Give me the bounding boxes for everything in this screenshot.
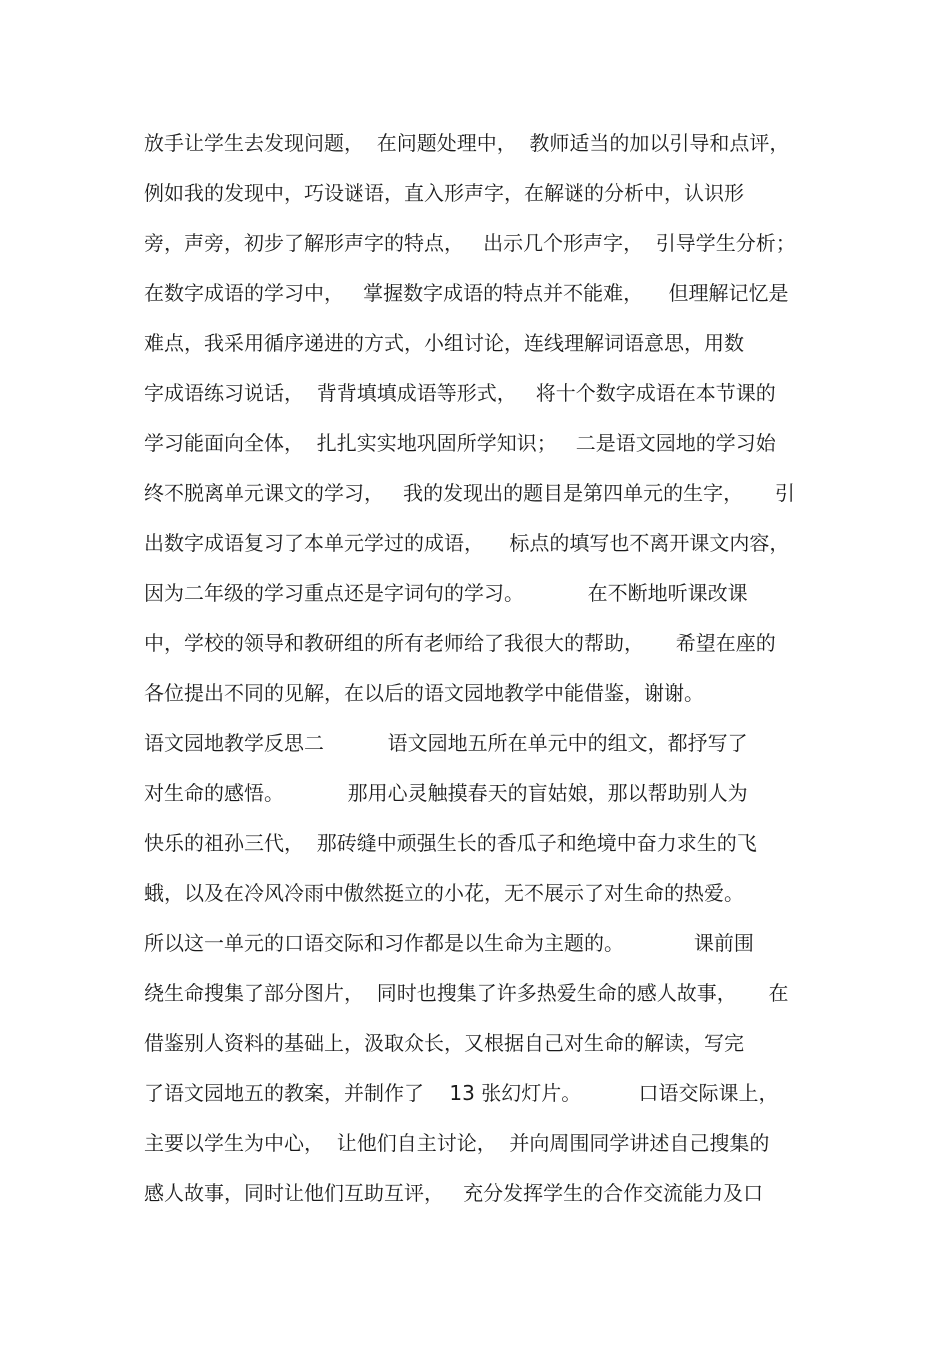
text-line-17: 所以这一单元的口语交际和习作都是以生命为主题的。 课前围 xyxy=(144,931,754,955)
text-line-1: 放手让学生去发现问题， 在问题处理中， 教师适当的加以引导和点评， xyxy=(144,131,790,155)
text-line-9: 出数字成语复习了本单元学过的成语， 标点的填写也不离开课文内容， xyxy=(144,531,790,555)
text-line-4: 在数字成语的学习中， 掌握数字成语的特点并不能难， 但理解记忆是 xyxy=(144,281,789,305)
text-line-11: 中，学校的领导和教研组的所有老师给了我很大的帮助， 希望在座的 xyxy=(144,631,776,655)
text-line-20: 了语文园地五的教案，并制作了 13 张幻灯片。 口语交际课上， xyxy=(144,1081,779,1105)
text-line-18: 绕生命搜集了部分图片， 同时也搜集了许多热爱生命的感人故事， 在 xyxy=(144,981,789,1005)
text-line-14: 对生命的感悟。 那用心灵触摸春天的盲姑娘，那以帮助别人为 xyxy=(144,781,748,805)
text-line-19: 借鉴别人资料的基础上，汲取众长，又根据自己对生命的解读，写完 xyxy=(144,1031,744,1055)
text-line-6: 字成语练习说话， 背背填填成语等形式， 将十个数字成语在本节课的 xyxy=(144,381,776,405)
text-line-7: 学习能面向全体， 扎扎实实地巩固所学知识； 二是语文园地的学习始 xyxy=(144,431,776,455)
text-line-5: 难点，我采用循序递进的方式，小组讨论，连线理解词语意思，用数 xyxy=(144,331,744,355)
text-line-21: 主要以学生为中心， 让他们自主讨论， 并向周围同学讲述自己搜集的 xyxy=(144,1131,770,1155)
text-line-3: 旁，声旁，初步了解形声字的特点， 出示几个形声字， 引导学生分析； xyxy=(144,231,796,255)
text-line-22: 感人故事，同时让他们互助互评， 充分发挥学生的合作交流能力及口 xyxy=(144,1181,764,1205)
text-line-15: 快乐的祖孙三代， 那砖缝中顽强生长的香瓜子和绝境中奋力求生的飞 xyxy=(144,831,757,855)
text-line-2: 例如我的发现中，巧设谜语，直入形声字，在解谜的分析中，认识形 xyxy=(144,181,744,205)
text-line-8: 终不脱离单元课文的学习， 我的发现出的题目是第四单元的生字， 引 xyxy=(144,481,795,505)
body-text xyxy=(144,118,824,1218)
text-line-13: 语文园地教学反思二 语文园地五所在单元中的组文，都抒写了 xyxy=(144,731,748,755)
text-line-12: 各位提出不同的见解，在以后的语文园地教学中能借鉴，谢谢。 xyxy=(144,681,704,705)
text-line-16: 蛾，以及在冷风冷雨中傲然挺立的小花，无不展示了对生命的热爱。 xyxy=(144,881,744,905)
text-line-10: 因为二年级的学习重点还是字词句的学习。 在不断地听课改课 xyxy=(144,581,748,605)
